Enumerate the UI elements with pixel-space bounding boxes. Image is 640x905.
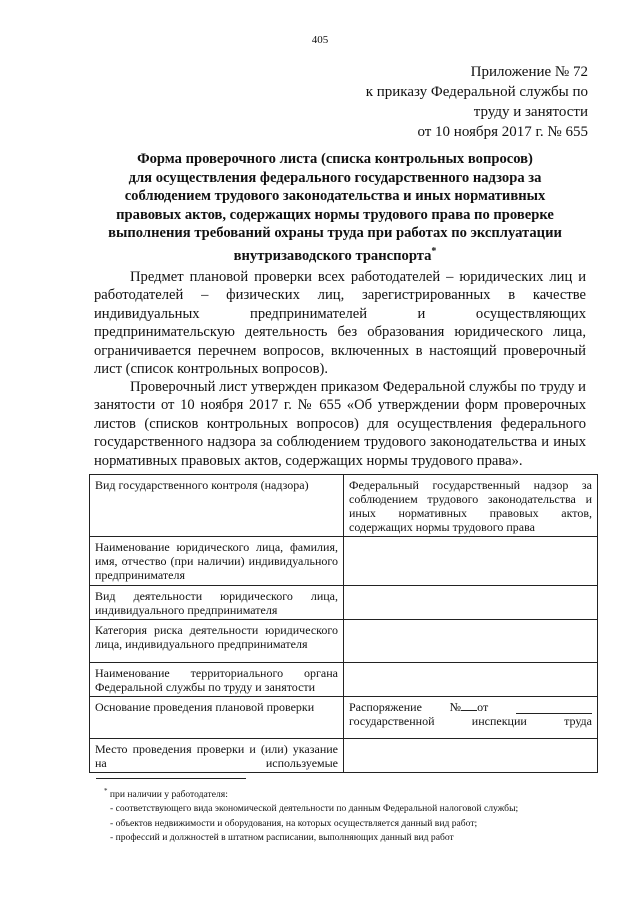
row-label: Вид государственного контроля (надзора) bbox=[90, 475, 344, 537]
decree-cell bbox=[344, 697, 598, 739]
row-value-field[interactable] bbox=[344, 620, 598, 663]
appendix-date-line: от 10 ноября 2017 г. № 655 bbox=[417, 124, 588, 140]
table-row bbox=[90, 697, 598, 739]
title-line: выполнения требований охраны труда при работах по эксплуатации bbox=[108, 225, 562, 242]
footnote-divider bbox=[96, 778, 246, 779]
decree-number-blank[interactable] bbox=[461, 710, 477, 711]
decree-line bbox=[349, 700, 592, 714]
row-label: Наименование юридического лица, фамилия, имя, отчество (при наличии) индивидуального предпринимателя bbox=[90, 537, 344, 586]
footnotes bbox=[96, 784, 596, 845]
title-footnote-mark: * bbox=[431, 245, 437, 257]
table-row bbox=[90, 586, 598, 620]
footnote-item: - объектов недвижимости и оборудования, на которых осуществляется данный вид работ; bbox=[110, 817, 478, 829]
appendix-order-line: к приказу Федеральной службы по bbox=[365, 84, 588, 100]
checklist-header-table bbox=[89, 474, 598, 773]
title-line: Форма проверочного листа (списка контрольных вопросов) bbox=[137, 151, 533, 167]
title-line: для осуществления федерального государственного надзора за bbox=[128, 169, 542, 186]
row-value-field[interactable] bbox=[344, 586, 598, 620]
footnote-item: - соответствующего вида экономической деятельности по данным Федеральной налоговой службы; bbox=[110, 803, 519, 815]
row-label: Категория риска деятельности юридического лица, индивидуального предпринимателя bbox=[90, 620, 344, 663]
intro-paragraph: Предмет плановой проверки всех работодателей – юридических лиц и работодателей – физических лиц, зарегистрированных в качестве индивидуальных предпринимателей и осуществляющих предпринимательскую деятельность без образования юридического лица, ограничивается перечнем вопросов, включенных в настоящий проверочный лист (список контрольных вопросов). bbox=[94, 269, 586, 378]
row-label: Наименование территориального органа Федеральной службы по труду и занятости bbox=[90, 663, 344, 697]
footnote-item: - профессий и должностей в штатном расписании, выполняющих данный вид работ bbox=[110, 832, 454, 844]
row-value: Федеральный государственный надзор за соблюдением трудового законодательства и иных нормативных правовых актов, содержащих нормы трудового права bbox=[344, 475, 598, 537]
approval-paragraph: Проверочный лист утвержден приказом Федеральной службы по труду и занятости от 10 ноября 2017 г. № 655 «Об утверждении форм проверочных листов (списков контрольных вопросов) для осуществления федерального государственного надзора за соблюдением трудового законодательства и иных нормативных правовых актов, содержащих нормы трудового права». bbox=[94, 379, 586, 469]
table-row bbox=[90, 620, 598, 663]
title-line-text: внутризаводского транспорта bbox=[233, 247, 432, 264]
title-line: соблюдением трудового законодательства и иных нормативных bbox=[124, 188, 546, 205]
title-line bbox=[96, 243, 574, 265]
row-label: Основание проведения плановой проверки bbox=[90, 697, 344, 739]
table-row bbox=[90, 475, 598, 537]
decree-number-label: № bbox=[449, 700, 462, 714]
table-row bbox=[90, 537, 598, 586]
row-label: Место проведения проверки и (или) указание на используемые bbox=[90, 739, 344, 773]
decree-inspection-text: государственной инспекции труда bbox=[349, 714, 592, 728]
table-row bbox=[90, 739, 598, 773]
row-value-field[interactable] bbox=[344, 537, 598, 586]
decree-order-label: Распоряжение bbox=[349, 700, 422, 714]
title-line: правовых актов, содержащих нормы трудового права по проверке bbox=[116, 206, 554, 223]
decree-date-blank[interactable] bbox=[516, 700, 592, 714]
document-title bbox=[96, 150, 574, 265]
table-row bbox=[90, 663, 598, 697]
row-label: Вид деятельности юридического лица, индивидуального предпринимателя bbox=[90, 586, 344, 620]
decree-number-group bbox=[450, 700, 489, 714]
appendix-agency-line: труду и занятости bbox=[473, 104, 588, 120]
decree-from-label: от bbox=[477, 700, 489, 714]
footnote-mark: * bbox=[104, 787, 108, 795]
appendix-number: Приложение № 72 bbox=[470, 64, 588, 80]
row-value-field[interactable] bbox=[344, 739, 598, 773]
row-value-field[interactable] bbox=[344, 663, 598, 697]
footnote-head bbox=[104, 784, 596, 802]
appendix-header bbox=[366, 62, 588, 142]
footnote-head-text: при наличии у работодателя: bbox=[109, 789, 228, 801]
page-number: 405 bbox=[311, 34, 329, 46]
